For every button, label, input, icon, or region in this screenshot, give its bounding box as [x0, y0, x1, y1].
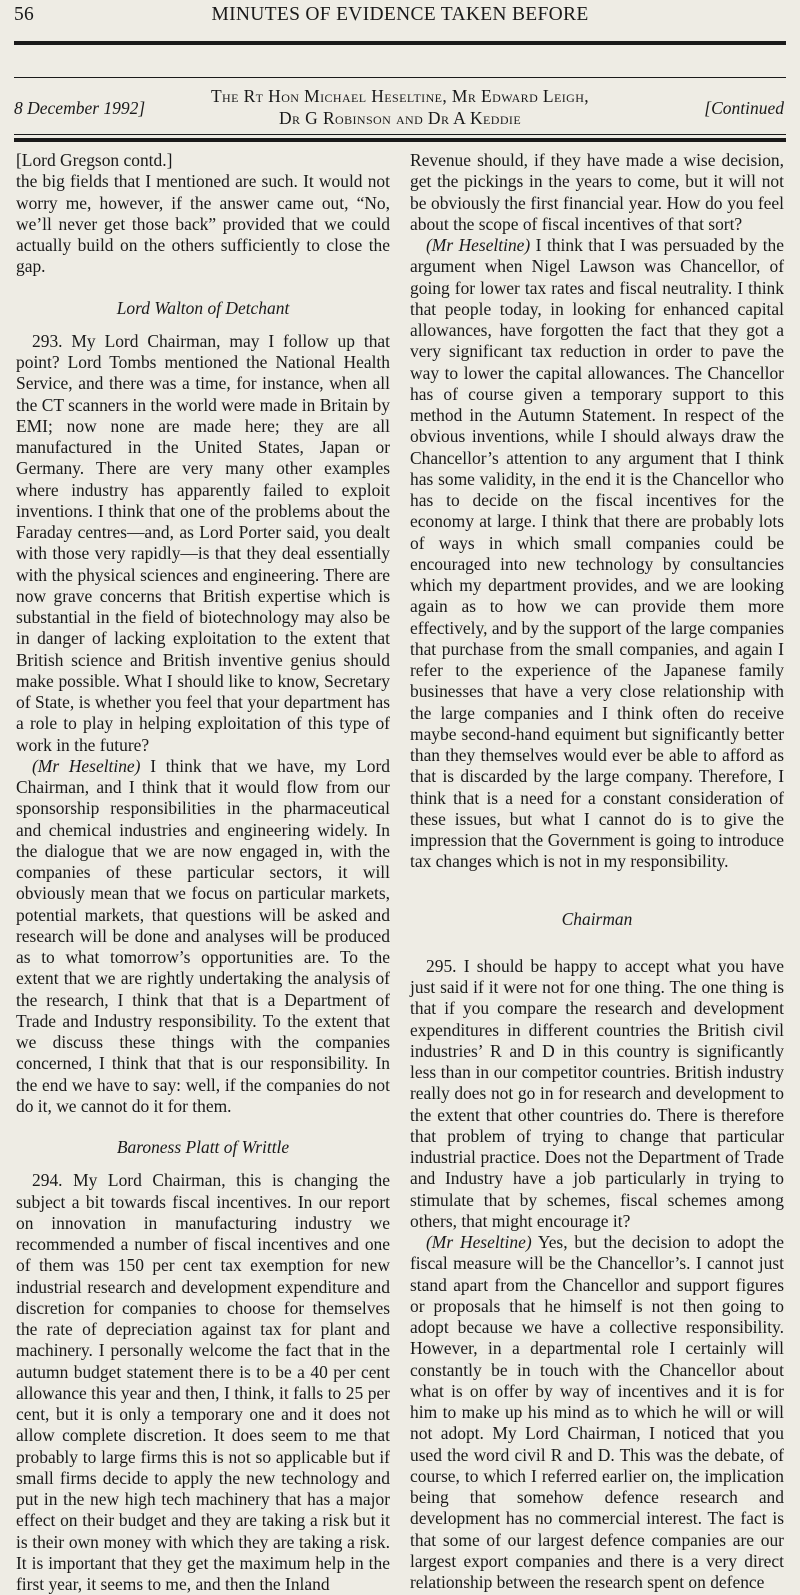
left-column — [16, 150, 390, 1594]
speaker-name: (Mr Heseltine) — [426, 235, 531, 255]
witness-bar — [14, 85, 786, 131]
witness-line-1: The Rt Hon Michael Heseltine, Mr Edward Leigh, — [210, 86, 590, 106]
speaker-heading: Baroness Platt of Writtle — [116, 1137, 290, 1157]
page-number: 56 — [14, 4, 35, 25]
witness-line-2: Dr G Robinson and Dr A Keddie — [278, 108, 522, 128]
hearing-date: 8 December 1992] — [14, 98, 146, 118]
paragraph: 293. My Lord Chairman, may I follow up that point? Lord Tombs mentioned the National Health Service, and there was a time, for instance, when all the CT scanners in the world were made in Britain by EMI; now none are made here; they are all manufactured in the United States, Japan or Germany. There are very many other examples where industry has apparently failed to exploit inventions. I think that one of the problems about the Faraday centres—and, as Lord Porter said, you dealt with those very rapidly—is that they deal essentially with the physical sciences and engineering. There are now grave concerns that British expertise which is substantial in the field of biotechnology may also be in danger of lacking exploitation to the extent that British science and British inventive genius should make possible. What I should like to know, Secretary of State, is whether you feel that your department has a role to play in helping exploitation of this type of work in the future? — [16, 330, 390, 755]
speaker-heading: Chairman — [561, 908, 633, 929]
answer-text: I think that we have, my Lord Chairman, and I think that it would flow from our sponsorship responsibilities in the pharmaceutical and chemical industries and engineering widely. In the dialogue that we are now engaged in, with the companies of these particular sectors, it will obviously mean that we focus on particular markets, potential markets, that questions will be asked and research will be done and analyses will be produced as to what tomorrow’s opportunities are. To the extent that we are rightly undertaking the analysis of the research, I think that that is a Department of Trade and Industry responsibility. To the extent that we discuss these things with the companies concerned, I think that that is our responsibility. In the end we have to say: well, if the companies do not do it, we cannot do it for them. — [16, 755, 390, 1116]
paragraph: the big fields that I mentioned are such. It would not worry me, however, if the answer came out, “No, we’ll never get those back” provided that we could actually build on the others sufficiently to close the gap. — [16, 171, 390, 277]
paragraph — [410, 235, 784, 873]
continued-label: [Continued — [704, 98, 784, 118]
paragraph: Revenue should, if they have made a wise decision, get the pickings in the years to come, but it will not be obviously the first financial year. How do you feel about the scope of fiscal incentives of that sort? — [410, 150, 784, 234]
paragraph — [410, 1232, 784, 1593]
speaker-name: (Mr Heseltine) — [426, 1232, 532, 1252]
header-rule-upper — [14, 77, 786, 78]
witness-list — [14, 85, 786, 129]
paragraph: 294. My Lord Chairman, this is changing the subject a bit towards fiscal incentives. In our report on innovation in manufacturing industry we recommended a number of fiscal incentives and one of them was 150 per cent tax exemption for new industrial research and development expenditure and discretion for companies to choose for themselves the rate of depreciation against tax for plant and machinery. I personally welcome the fact that in the autumn budget statement there is to be a 40 per cent allowance this year and then, I think, it falls to 25 per cent, but it is only a temporary one and it does not allow complete discretion. It does seem to me that probably to large firms this is not so applicable but if small firms decide to apply the new technology and put in the new high tech machinery that has a major effect on their budget and they are taking a risk but it is their own money with which they are taking a risk. It is important that they get the maximum help in the first year, it seems to me, and then the Inland — [16, 1170, 390, 1594]
running-head — [12, 4, 788, 38]
header-rule-top — [14, 41, 786, 45]
running-title: MINUTES OF EVIDENCE TAKEN BEFORE — [211, 4, 589, 25]
speaker-name: (Mr Heseltine) — [32, 755, 141, 776]
speaker-heading: Lord Walton of Detchant — [116, 297, 290, 318]
answer-text: Yes, but the decision to adopt the fiscal measure will be the Chancellor’s. I cannot just stand apart from the Chancellor and support figures or proposals that he himself is not then going to adopt because we have a collective responsibility. However, in a departmental role I certainly will constantly be in touch with the Chancellor about what is on offer by way of incentives and it is for him to make up his mind as to which he will or will not adopt. My Lord Chairman, I noticed that you used the word civil R and D. This was the debate, of course, to which I referred earlier on, the implication being that somehow defence research and development has no commercial interest. The fact is that some of our largest defence companies are our largest export companies and there is a very direct relationship between the research spent on defence — [410, 1232, 785, 1592]
header-rule-lower — [14, 134, 786, 135]
paragraph: 295. I should be happy to accept what you have just said if it were not for one thing. The one thing is that if you compare the research and development expenditures in different countries the British civil industries’ R and D in this country is significantly less than in our competitor countries. British industry really does not go in for research and development to the extent that other countries do. There is therefore that problem of trying to change that particular industrial practice. Does not the Department of Trade and Industry have a job particularly in trying to stimulate that by schemes, fiscal schemes among others, that might encourage it? — [410, 955, 784, 1231]
continuation-label: [Lord Gregson contd.] — [16, 150, 173, 170]
answer-text: I think that I was persuaded by the argument when Nigel Lawson was Chancellor, of going for lower tax rates and fiscal neutrality. I think that people today, in looking for enhanced capital allowances, have forgotten the fact that they got a very significant tax reduction in order to pave the way to lower the capital allowances. The Chancellor has of course given a temporary support to this method in the Autumn Statement. In respect of the obvious inventions, while I should always draw the Chancellor’s attention to any argument that I think has some validity, in the end it is the Chancellor who has to decide on the fiscal incentives for the economy at large. I think that there are probably lots of ways in which small companies could be encouraged into new technology by consultancies which my department provides, and we are looking again as to how we can provide them more effectively, and by the support of the large companies that purchase from the small companies, and again I refer to the experience of the Japanese family businesses that have a very close relationship with the large companies and I think often do receive maybe second-hand equiment but significantly better than they themselves would ever be able to afford as that is discarded by the large company. Therefore, I think that is a need for a constant consideration of these issues, but what I cannot do is to give the impression that the Government is going to introduce tax changes which is not in my responsibility. — [410, 235, 784, 872]
header-rule-bottom — [14, 138, 786, 142]
paragraph — [16, 756, 390, 1117]
right-column — [410, 150, 785, 1592]
